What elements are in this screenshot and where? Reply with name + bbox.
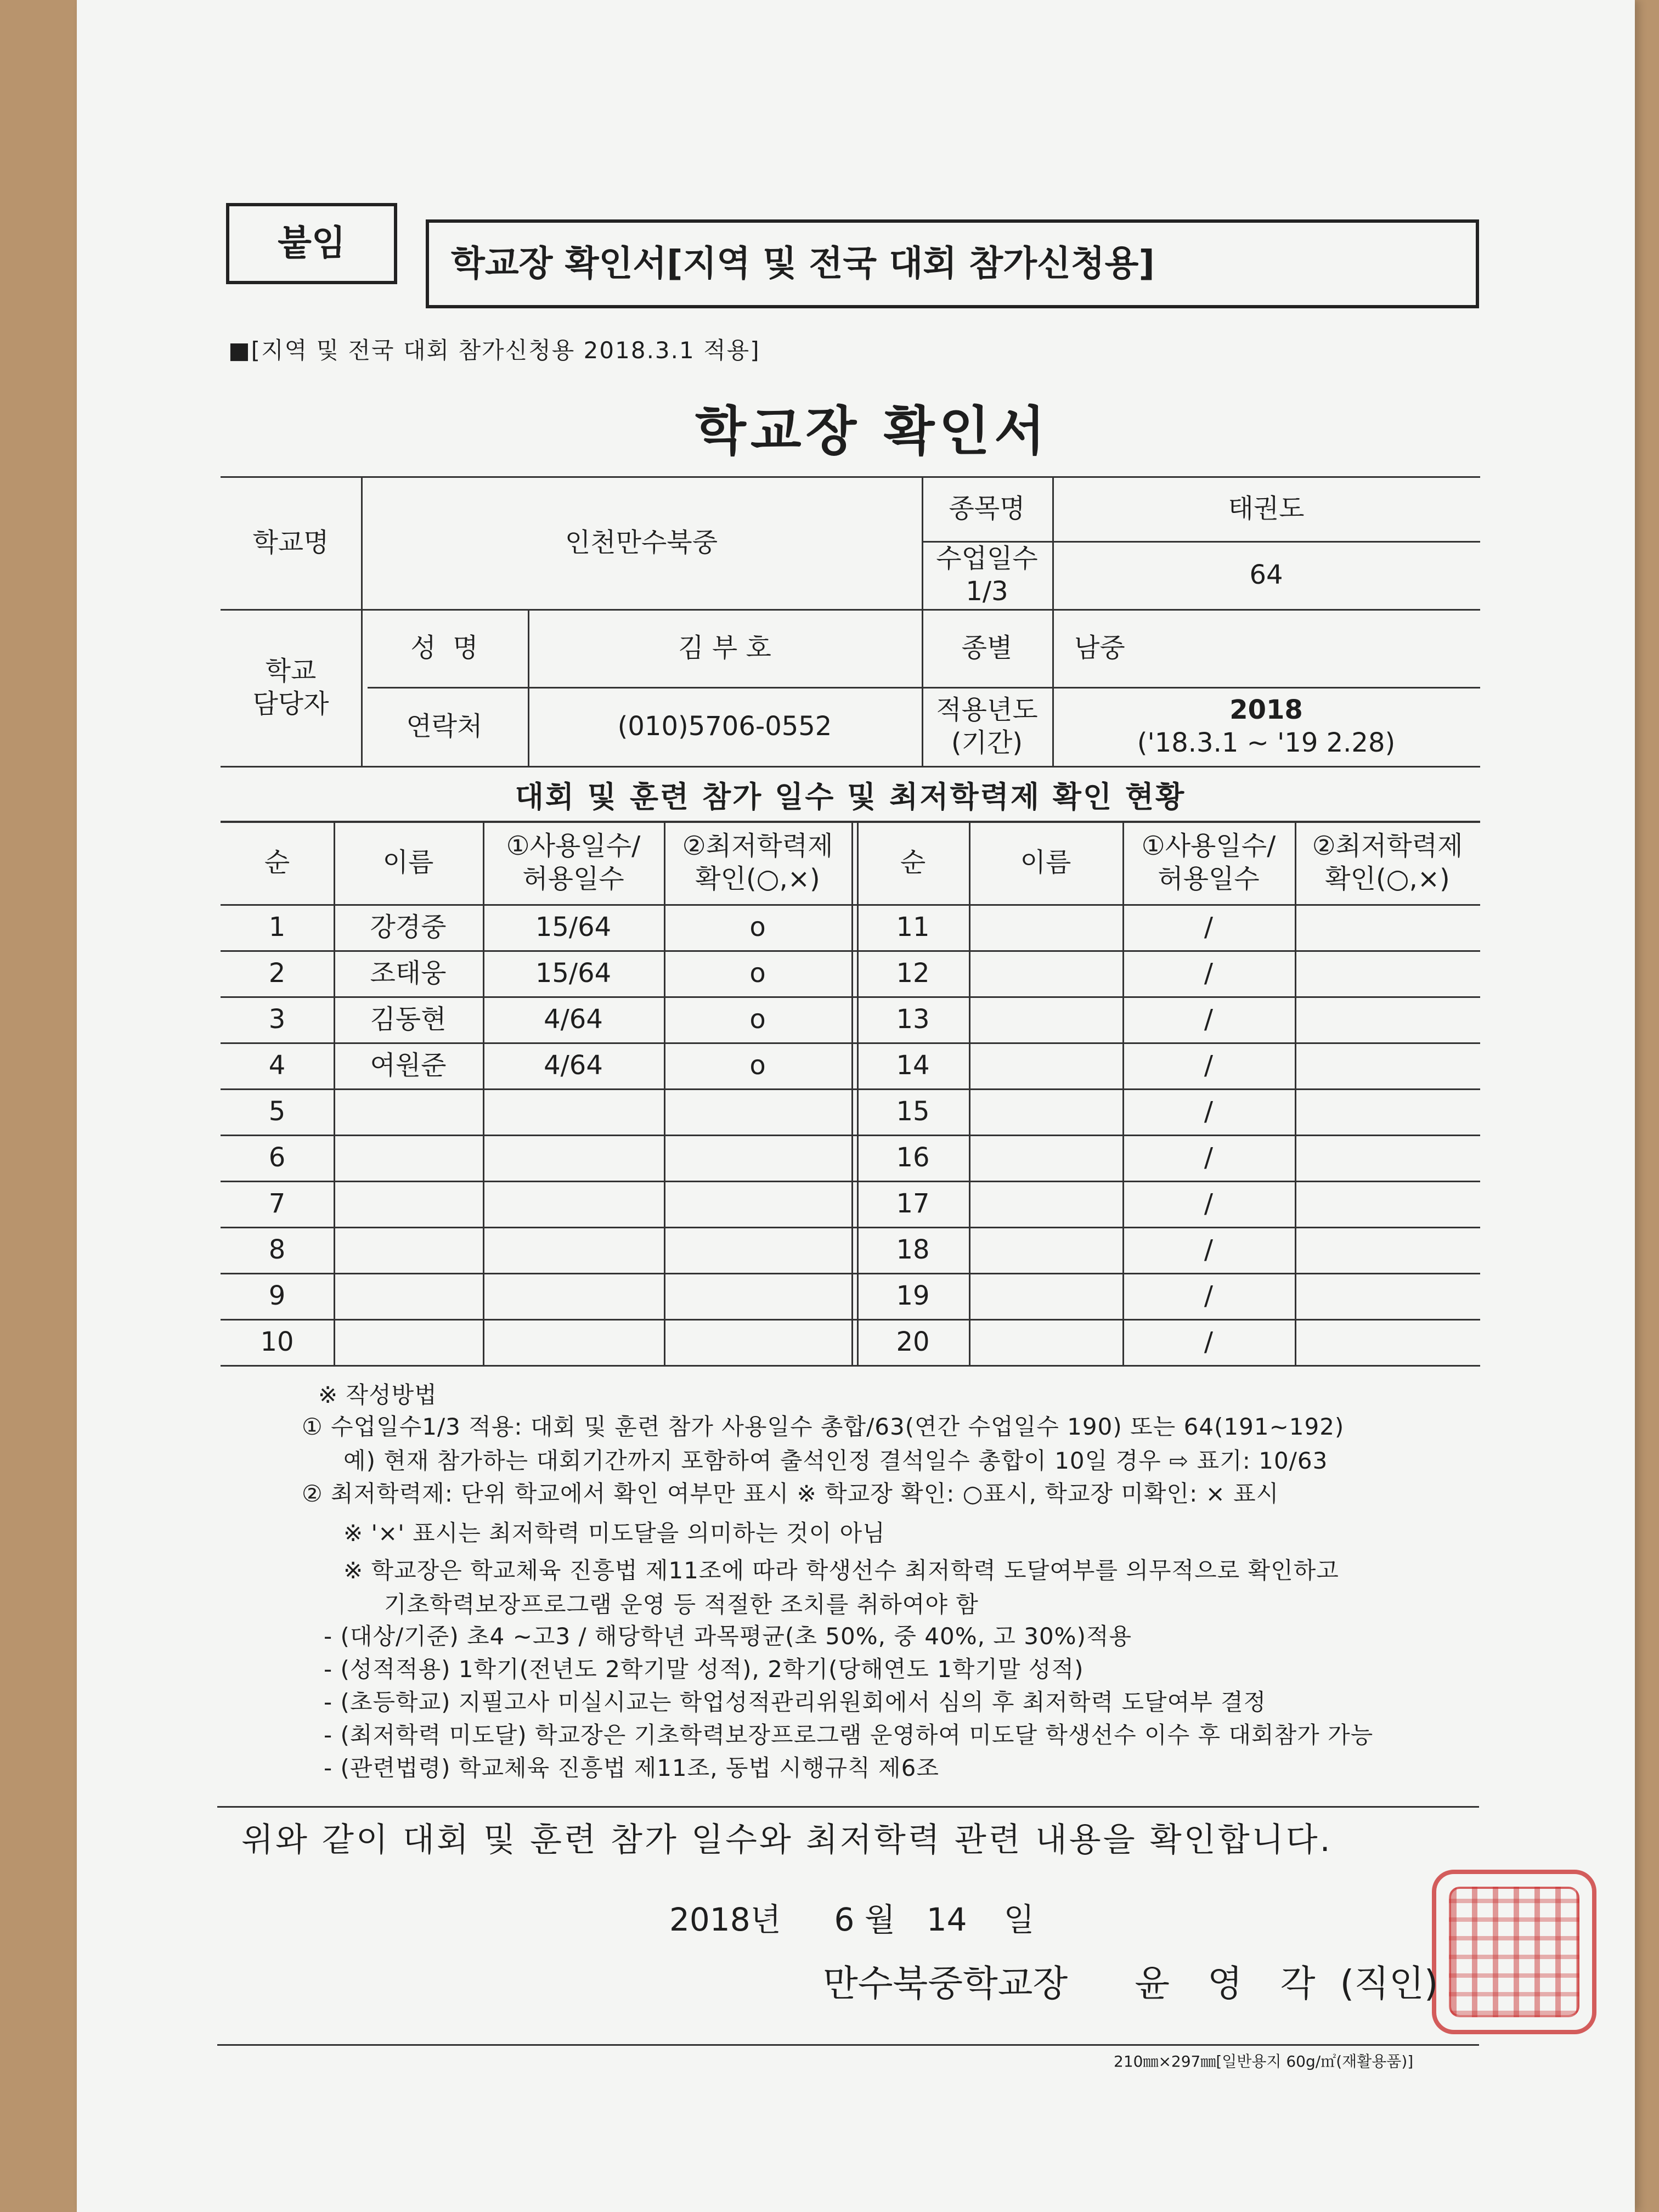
left-row-days (483, 1319, 664, 1365)
right-row-days: / (1204, 1142, 1214, 1173)
official-seal (1432, 1870, 1596, 2034)
paper-spec: 210㎜×297㎜[일반용지 60g/㎡(재활용품)] (1114, 2052, 1414, 2070)
right-row-name (969, 1135, 1122, 1181)
left-row-days (483, 1088, 664, 1135)
note-line: ※ 학교장은 학교체육 진흥법 제11조에 따라 학생선수 최저학력 도달여부를 의무적으로 확인하고 (343, 1557, 1339, 1584)
category-label: 종별 (961, 633, 1013, 663)
form-subtitle: ■[지역 및 전국 대회 참가신청용 2018.3.1 적용] (228, 337, 760, 364)
header-left-no: 순 (264, 847, 290, 878)
right-row-check (1295, 1319, 1480, 1365)
contact-label: 연락처 (406, 711, 483, 742)
header-text: 확인(○,×) (1325, 864, 1450, 894)
right-row-days: / (1204, 1327, 1214, 1357)
right-row-check (1295, 1227, 1480, 1273)
right-row-no: 20 (896, 1327, 930, 1357)
staff-label: 학교 담당자 (252, 656, 329, 719)
left-row-name (334, 1135, 483, 1181)
right-row-no: 14 (896, 1050, 930, 1081)
left-row-no: 5 (268, 1096, 286, 1127)
note-line: - (대상/기준) 초4 ~고3 / 해당학년 과목평균(초 50%, 중 40%, 고 30%)적용 (324, 1623, 1132, 1650)
category-value: 남중 (1074, 633, 1125, 663)
left-row-no: 3 (268, 1004, 286, 1035)
document-title: 학교장 확인서 (695, 400, 1049, 462)
year-label: 적용년도 (기간) (936, 695, 1038, 758)
signature-line (823, 1954, 1438, 2006)
right-row-no: 19 (896, 1280, 930, 1311)
right-row-no: 18 (896, 1234, 930, 1265)
left-row-check (664, 1227, 851, 1273)
date-line (669, 1894, 1034, 1940)
header-left-name: 이름 (382, 847, 434, 878)
left-row-check (664, 1319, 851, 1365)
header-left-days (483, 821, 664, 904)
seal-label: (직인) (1340, 1962, 1438, 2005)
right-row-no: 13 (896, 1004, 930, 1035)
right-row-no: 11 (896, 912, 930, 943)
note-line: ※ 작성방법 (318, 1381, 437, 1408)
header-text: ①사용일수/ (1141, 831, 1276, 861)
name-value: 김 부 호 (678, 633, 771, 663)
right-row-check (1295, 950, 1480, 996)
header-text: ②최저학력제 (1312, 831, 1463, 861)
left-row-no: 6 (268, 1142, 286, 1173)
header-text: 허용일수 (522, 864, 624, 894)
right-row-check (1295, 904, 1480, 950)
right-row-no: 16 (896, 1142, 930, 1173)
left-row-no: 10 (260, 1327, 294, 1357)
left-row-no: 8 (268, 1234, 286, 1265)
left-row-name (334, 1227, 483, 1273)
table-divider (851, 821, 853, 1365)
section-title: 대회 및 훈련 참가 일수 및 최저학력제 확인 현황 (515, 780, 1186, 814)
event-value: 태권도 (1228, 493, 1305, 524)
left-row-name: 김동현 (370, 1004, 447, 1035)
left-row-days: 4/64 (544, 1004, 603, 1035)
right-row-name (969, 1227, 1122, 1273)
left-row-no: 2 (268, 958, 286, 989)
left-row-check: o (749, 912, 766, 943)
header-right-no: 순 (900, 847, 926, 878)
right-row-name (969, 1181, 1122, 1227)
left-row-check (664, 1088, 851, 1135)
school-value: 인천만수북중 (565, 527, 718, 558)
left-row-name (334, 1319, 483, 1365)
right-row-name (969, 950, 1122, 996)
school-label: 학교명 (252, 527, 329, 558)
table-rule (221, 1365, 1480, 1367)
left-row-check (664, 1181, 851, 1227)
left-row-check: o (749, 1050, 766, 1081)
note-line: ② 최저학력제: 단위 학교에서 확인 여부만 표시 ※ 학교장 확인: ○표시, 학교장 미확인: × 표시 (302, 1480, 1279, 1507)
left-row-name: 여원준 (370, 1050, 447, 1081)
year-value: 2018 ('18.3.1 ~ '19 2.28) (1137, 695, 1396, 758)
left-row-no: 4 (268, 1050, 286, 1081)
header-text: 허용일수 (1158, 864, 1260, 894)
left-row-no: 1 (268, 912, 286, 943)
left-row-no: 7 (268, 1188, 286, 1219)
right-row-name (969, 1273, 1122, 1319)
header-left-min (664, 821, 851, 904)
right-row-check (1295, 1088, 1480, 1135)
note-line: ① 수업일수1/3 적용: 대회 및 훈련 참가 사용일수 총합/63(연간 수업일수 190) 또는 64(191~192) (302, 1413, 1345, 1440)
left-row-days (483, 1135, 664, 1181)
left-row-days: 15/64 (535, 958, 612, 989)
right-row-name (969, 904, 1122, 950)
right-row-days: / (1204, 1004, 1214, 1035)
right-row-days: / (1204, 1050, 1214, 1081)
note-line: - (관련법령) 학교체육 진흥법 제11조, 동법 시행규칙 제6조 (324, 1754, 939, 1781)
contact-value: (010)5706-0552 (617, 711, 832, 742)
name-label: 성 명 (410, 633, 478, 663)
note-line: 예) 현재 참가하는 대회기간까지 포함하여 출석인정 결석일수 총합이 10일 경우 ⇨ 표기: 10/63 (343, 1447, 1328, 1474)
left-row-check: o (749, 1004, 766, 1035)
signature-name: 윤 영 각 (1135, 1962, 1329, 2005)
header-text: ①사용일수/ (506, 831, 641, 861)
left-row-check (664, 1135, 851, 1181)
attachment-tag: 붙임 (226, 203, 397, 284)
left-row-no: 9 (268, 1280, 286, 1311)
left-row-days: 15/64 (535, 912, 612, 943)
left-row-name: 조태웅 (370, 958, 447, 989)
note-line: - (초등학교) 지필고사 미실시교는 학업성적관리위원회에서 심의 후 최저학력 도달여부 결정 (324, 1689, 1267, 1716)
right-row-days: / (1204, 958, 1214, 989)
right-row-days: / (1204, 1188, 1214, 1219)
document-page (77, 0, 1635, 2212)
right-row-name (969, 996, 1122, 1042)
header-title-box: 학교장 확인서[지역 및 전국 대회 참가신청용] (426, 219, 1479, 308)
right-row-no: 15 (896, 1096, 930, 1127)
right-row-no: 17 (896, 1188, 930, 1219)
note-line: - (성적적용) 1학기(전년도 2학기말 성적), 2학기(당해연도 1학기말 성적) (324, 1656, 1084, 1683)
header-text: 확인(○,×) (695, 864, 820, 894)
right-row-days: / (1204, 1234, 1214, 1265)
note-line: 기초학력보장프로그램 운영 등 적절한 조치를 취하여야 함 (384, 1591, 979, 1618)
date-day-unit: 일 (1003, 1901, 1035, 1938)
left-row-days: 4/64 (544, 1050, 603, 1081)
date-month: 6 (834, 1901, 855, 1938)
right-row-name (969, 1088, 1122, 1135)
right-row-name (969, 1042, 1122, 1088)
right-row-name (969, 1319, 1122, 1365)
right-row-days: / (1204, 1096, 1214, 1127)
left-row-name (334, 1181, 483, 1227)
left-row-check: o (749, 958, 766, 989)
right-row-check (1295, 996, 1480, 1042)
header-right-days (1122, 821, 1295, 904)
note-line: ※ '×' 표시는 최저학력 미도달을 의미하는 것이 아님 (343, 1520, 885, 1547)
days-value: 64 (1249, 560, 1283, 590)
note-line: - (최저학력 미도달) 학교장은 기초학력보장프로그램 운영하여 미도달 학생선수 이수 후 대회참가 가능 (324, 1722, 1374, 1748)
date-day: 14 (926, 1901, 967, 1938)
left-row-days (483, 1273, 664, 1319)
right-row-check (1295, 1135, 1480, 1181)
left-row-name: 강경중 (370, 912, 447, 943)
signature-school: 만수북중학교장 (823, 1962, 1068, 2005)
left-row-name (334, 1088, 483, 1135)
date-month-unit: 월 (864, 1901, 895, 1938)
confirm-statement: 위와 같이 대회 및 훈련 참가 일수와 최저학력 관련 내용을 확인합니다. (241, 1821, 1333, 1859)
right-row-check (1295, 1273, 1480, 1319)
right-row-no: 12 (896, 958, 930, 989)
left-row-days (483, 1227, 664, 1273)
left-row-check (664, 1273, 851, 1319)
right-row-check (1295, 1181, 1480, 1227)
header-text: ②최저학력제 (682, 831, 833, 861)
header-right-name: 이름 (1020, 847, 1071, 878)
right-row-check (1295, 1042, 1480, 1088)
header-right-min (1295, 821, 1480, 904)
days-label: 수업일수 1/3 (936, 543, 1038, 607)
right-row-days: / (1204, 1280, 1214, 1311)
event-label: 종목명 (949, 493, 1025, 524)
right-row-days: / (1204, 912, 1214, 943)
left-row-name (334, 1273, 483, 1319)
left-row-days (483, 1181, 664, 1227)
date-year: 2018년 (669, 1901, 781, 1938)
